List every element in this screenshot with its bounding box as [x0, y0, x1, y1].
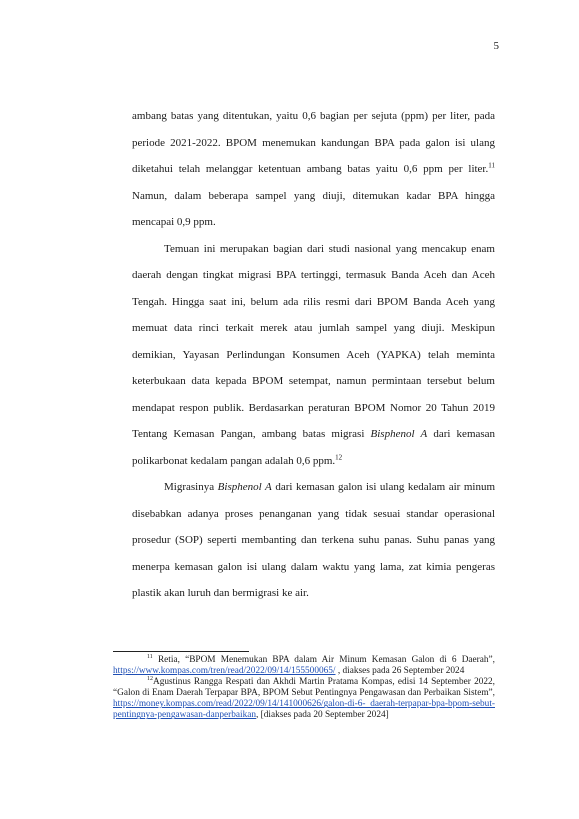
footnote-ref-11[interactable]: 11: [488, 161, 495, 170]
paragraph-3: [132, 474, 495, 607]
footnote-ref-12[interactable]: 12: [335, 452, 343, 461]
footnote-separator: [113, 651, 249, 652]
paragraph-3-text: Migrasinya: [164, 481, 215, 493]
paragraph-2-text-continued: dari kemasan polikarbonat kedalam pangan adalah 0,6 ppm.: [132, 428, 496, 467]
paragraph-1-text: ambang batas yang ditentukan, yaitu 0,6 bagian per sejuta (ppm) per liter, pada periode 2021-2022. BPOM menemukan kandungan BPA pada galon isi ulang diketahui telah melanggar ketentuan ambang batas yaitu 0,6 ppm per liter.: [132, 110, 495, 175]
footnote-link[interactable]: https://money.kompas.com/read/2022/09/14/141000626/galon-di-6- daerah-terpapar-bpa-bpom-sebut-pentingnya-pengawasan-danperbaikan: [113, 699, 495, 721]
body-text: [132, 103, 495, 607]
page-number: 5: [493, 40, 499, 52]
footnote-text: Agustinus Rangga Respati dan Akhdi Martin Pratama Kompas, edisi 14 September 2022, “Galon di Enam Daerah Terpapar BPA, BPOM Sebut Pentingnya Pengawasan dan Perbaikan Sistem”,: [113, 677, 495, 699]
paragraph-1-text-continued: Namun, dalam beberapa sampel yang diuji, ditemukan kadar BPA hingga mencapai 0,9 ppm.: [132, 189, 495, 228]
footnote-link[interactable]: https://www.kompas.com/tren/read/2022/09/14/155500065/: [113, 666, 336, 677]
paragraph-2-italic-term: Bisphenol A: [370, 428, 428, 440]
paragraph-3-italic-term: Bisphenol A: [217, 481, 272, 493]
footnote-12: [113, 677, 495, 721]
footnote-marker: 12: [147, 676, 153, 683]
footnote-marker: 11: [147, 653, 153, 660]
footnote-tail: , [diakses pada 20 September 2024]: [256, 710, 389, 721]
paragraph-3-text-continued: dari kemasan galon isi ulang kedalam air minum disebabkan adanya proses penanganan yang tidak sesuai standar operasional prosedur (SOP) seperti membanting dan terkena suhu panas. Suhu panas yang menerpa kemasan galon isi ulang dalam waktu yang lama, zat kimia pengeras plastik akan luruh dan bermigrasi ke air.: [132, 481, 496, 599]
paragraph-2-text: Temuan ini merupakan bagian dari studi nasional yang mencakup enam daerah dengan tingkat migrasi BPA tertinggi, termasuk Banda Aceh dan Aceh Tengah. Hingga saat ini, belum ada rilis resmi dari BPOM Banda Aceh yang memuat data rinci terkait merek atau jumlah sampel yang diuji. Meskipun demikian, Yayasan Perlindungan Konsumen Aceh (YAPKA) telah meminta keterbukaan data kepada BPOM setempat, namun permintaan tersebut belum mendapat respon publik. Berdasarkan peraturan BPOM Nomor 20 Tahun 2019 Tentang Kemasan Pangan, ambang batas migrasi: [132, 242, 495, 440]
paragraph-1: [132, 103, 495, 236]
footnote-text: Retia, “BPOM Menemukan BPA dalam Air Minum Kemasan Galon di 6 Daerah”,: [157, 655, 495, 665]
footnote-tail: , diakses pada 26 September 2024: [337, 666, 465, 677]
footnotes: [113, 655, 495, 722]
paragraph-2: [132, 236, 495, 475]
footnote-11: [113, 655, 495, 677]
